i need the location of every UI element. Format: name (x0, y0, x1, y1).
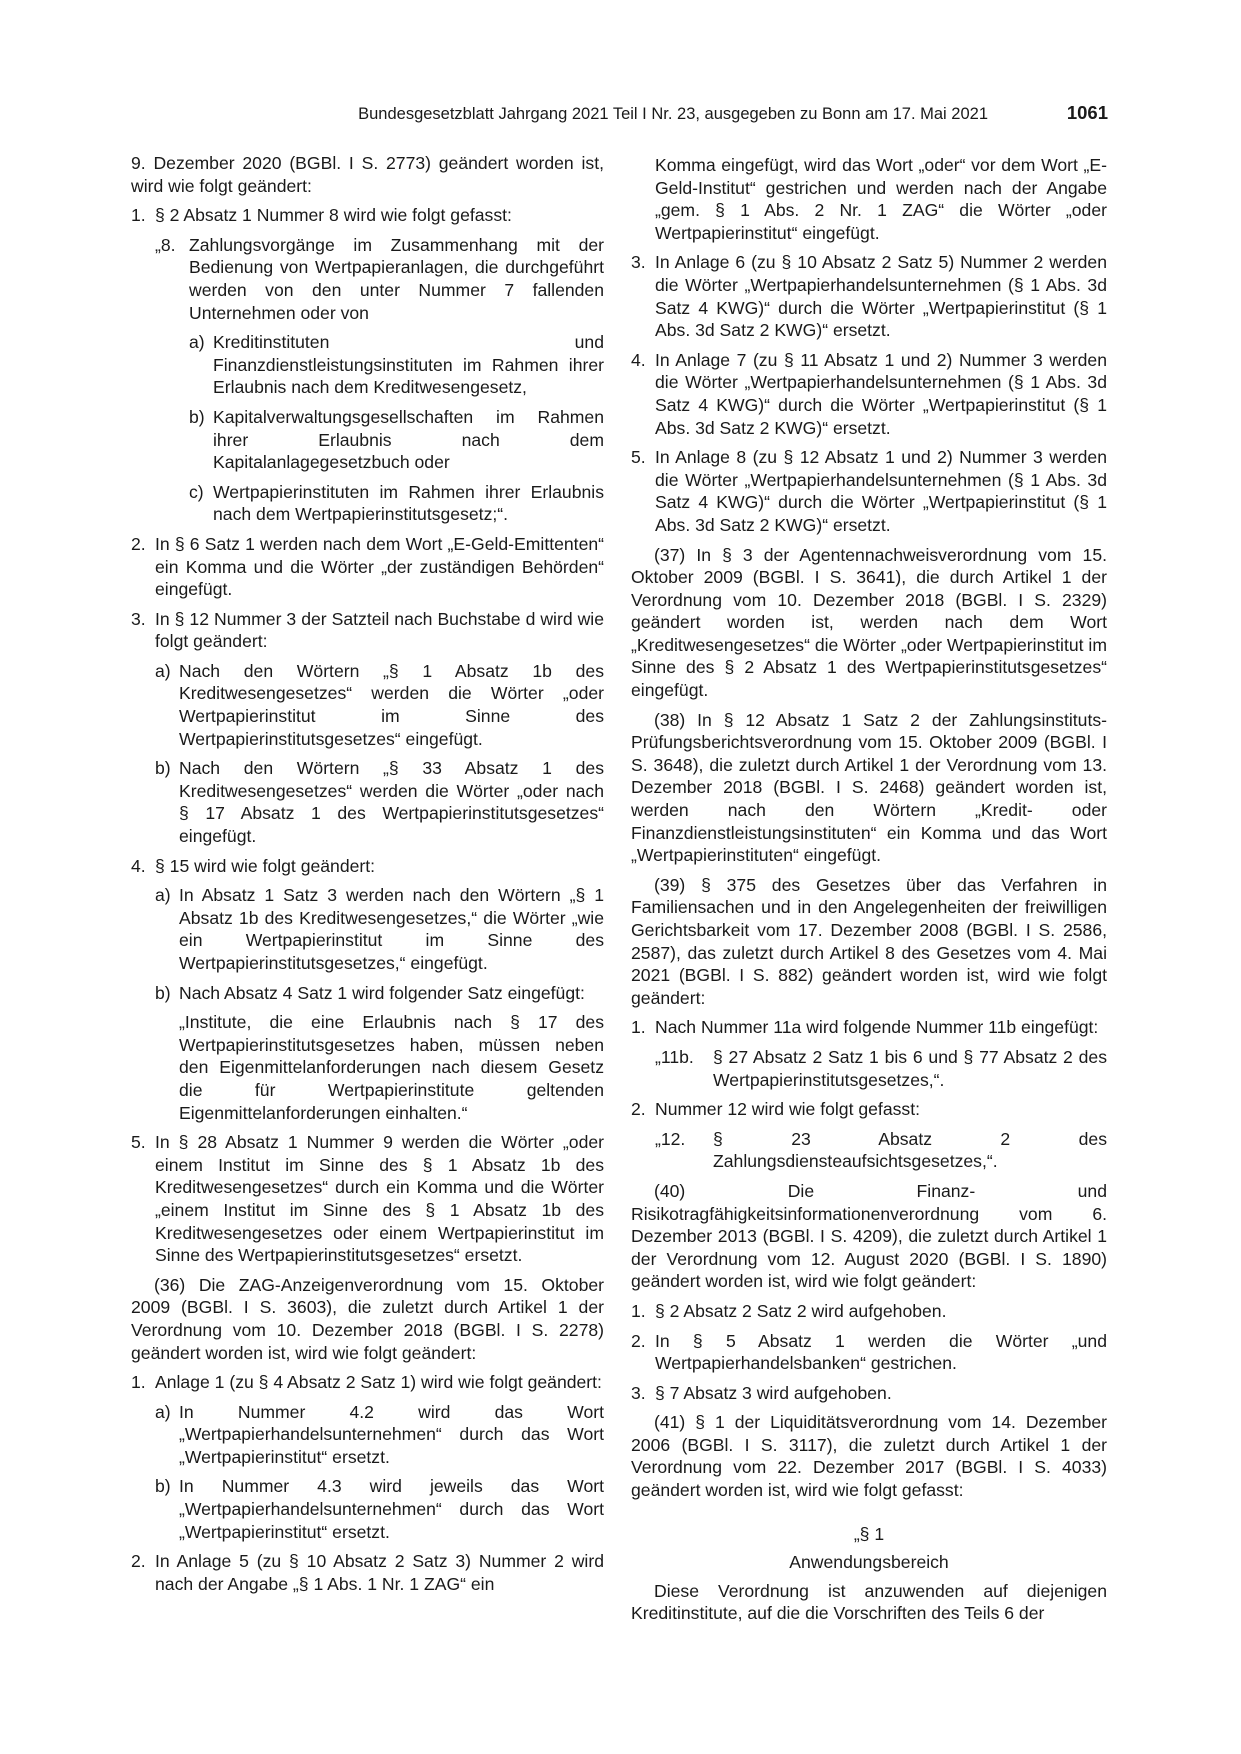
item-text: Anlage 1 (zu § 4 Absatz 2 Satz 1) wird wie folgt geändert: (155, 1372, 602, 1393)
section-text: Diese Verordnung ist anzuwenden auf diejenigen Kreditinstitute, auf die die Vorschriften des Teils 6 der (631, 1580, 1107, 1624)
item-letter: a) (155, 885, 171, 906)
item-text: Kreditinstituten und Finanzdienstleistungsinstituten im Rahmen ihrer Erlaubnis nach dem Kreditwesengesetz, (213, 332, 604, 398)
section-heading: „§ 1 (853, 1523, 885, 1544)
item-number: 3. (631, 1382, 646, 1403)
item-number: „11b. (655, 1046, 694, 1067)
quoted-item (655, 1046, 1107, 1091)
section-title: Anwendungsbereich (789, 1552, 949, 1573)
sub-item (189, 481, 604, 526)
item-text: § 2 Absatz 1 Nummer 8 wird wie folgt gefasst: (155, 205, 512, 226)
page-header (130, 102, 1108, 126)
list-item (131, 608, 604, 653)
item-text: § 23 Absatz 2 des Zahlungsdiensteaufsichtsgesetzes,“. (713, 1128, 1107, 1172)
paragraph-38: (38) In § 12 Absatz 1 Satz 2 der Zahlungsinstituts-Prüfungsberichtsverordnung vom 15. Oktober 2009 (BGBl. I S. 3648), die zuletzt durch Artikel 1 der Verordnung vom 13. Dezember 2018 (BGBl. I S. 2468) geändert worden ist, werden nach den Wörtern „Kredit- oder Finanzdienstleistungsinstituten“ ein Komma und das Wort „Wertpapierinstituten“ eingefügt. (631, 709, 1107, 866)
page-number: 1061 (1066, 102, 1108, 123)
list-item (631, 1300, 1107, 1323)
item-number: 2. (131, 533, 146, 554)
item-text: Nach den Wörtern „§ 33 Absatz 1 des Kreditwesengesetzes“ werden die Wörter „oder nach § 17 Absatz 1 des Wertpapierinstitutsgesetzes“ eingefügt. (179, 758, 604, 847)
item-number: „8. (155, 234, 176, 255)
list-item (631, 1016, 1107, 1039)
item-letter: b) (189, 406, 205, 427)
item-letter: a) (155, 1401, 171, 1422)
item-text: Zahlungsvorgänge im Zusammenhang mit der Bedienung von Wertpapieranlagen, die durchgeführt werden von den unter Nummer 7 fallenden Unternehmen oder von (189, 234, 604, 323)
item-text: Nach Nummer 11a wird folgende Nummer 11b eingefügt: (655, 1017, 1099, 1038)
item-text: In Nummer 4.2 wird das Wort „Wertpapierhandelsunternehmen“ durch das Wort „Wertpapierinstitut“ ersetzt. (179, 1401, 604, 1467)
paragraph-40: (40) Die Finanz- und Risikotragfähigkeitsinformationenverordnung vom 6. Dezember 2013 (BGBl. I S. 4209), die zuletzt durch Artikel 1 der Verordnung vom 12. August 2020 (BGBl. I S. 1890) geändert worden ist, wird wie folgt geändert: (631, 1180, 1107, 1292)
item-number: 3. (631, 252, 646, 273)
item-text: Nach Absatz 4 Satz 1 wird folgender Satz eingefügt: (179, 982, 585, 1003)
item-text: In Anlage 6 (zu § 10 Absatz 2 Satz 5) Nummer 2 werden die Wörter „Wertpapierhandelsunternehmen (§ 1 Abs. 3d Satz 4 KWG)“ durch die Wörter „Wertpapierinstitut (§ 1 Abs. 3d Satz 2 KWG)“ ersetzt. (655, 252, 1107, 341)
item-number: 1. (631, 1017, 646, 1038)
item-number: 2. (131, 1551, 146, 1572)
item-number: 1. (131, 205, 146, 226)
item-number: 3. (131, 608, 146, 629)
item-text: In Nummer 4.3 wird jeweils das Wort „Wertpapierhandelsunternehmen“ durch das Wort „Wertpapierinstitut“ ersetzt. (179, 1476, 604, 1542)
item-letter: c) (189, 481, 204, 502)
quoted-item (155, 234, 604, 324)
item-number: 5. (631, 447, 646, 468)
item-text: § 7 Absatz 3 wird aufgehoben. (655, 1382, 892, 1403)
list-item (631, 251, 1107, 341)
paragraph-37: (37) In § 3 der Agentennachweisverordnung vom 15. Oktober 2009 (BGBl. I S. 3641), die durch Artikel 1 der Verordnung vom 10. Dezember 2018 (BGBl. I S. 2329) geändert worden ist, werden nach dem Wort „Kreditwesengesetzes“ die Wörter „oder Wertpapierinstitut im Sinne des § 2 Absatz 1 des Wertpapierinstitutsgesetzes“ eingefügt. (631, 544, 1107, 701)
list-item (131, 1550, 604, 1595)
paragraph-39: (39) § 375 des Gesetzes über das Verfahren in Familiensachen und in den Angelegenheiten der freiwilligen Gerichtsbarkeit vom 17. Dezember 2008 (BGBl. I S. 2586, 2587), das zuletzt durch Artikel 8 des Gesetzes vom 4. Mai 2021 (BGBl. I S. 882) geändert worden ist, wird wie folgt geändert: (631, 874, 1107, 1008)
item-text: In Absatz 1 Satz 3 werden nach den Wörtern „§ 1 Absatz 1b des Kreditwesengesetzes,“ die Wörter „wie ein Wertpapierinstitut im Sinne des Wertpapierinstitutsgesetzes,“ eingefügt. (179, 885, 604, 973)
item-number: 1. (631, 1300, 646, 1321)
item-text: In § 28 Absatz 1 Nummer 9 werden die Wörter „oder einem Institut im Sinne des § 1 Absatz 1b des Kreditwesengesetzes“ durch ein Komma und die Wörter „einem Institut im Sinne des § 1 Absatz 1b des Kreditwesengesetzes oder einem Wertpapierinstitut im Sinne des Wertpapierinstitutsgesetzes“ ersetzt. (155, 1132, 604, 1266)
item-text: In § 12 Nummer 3 der Satzteil nach Buchstabe d wird wie folgt geändert: (155, 608, 604, 652)
item-letter: b) (155, 982, 171, 1003)
list-item (631, 446, 1107, 536)
quoted-text: „Institute, die eine Erlaubnis nach § 17 des Wertpapierinstitutsgesetzes haben, müssen neben den Eigenmittelanforderungen nach diesem Gesetz die für Wertpapierinstitute geltenden Eigenmittelanforderungen einhalten.“ (179, 1012, 604, 1123)
item-text: In § 6 Satz 1 werden nach dem Wort „E-Geld-Emittenten“ ein Komma und die Wörter „der zuständigen Behörden“ eingefügt. (155, 533, 604, 600)
item-text: § 15 wird wie folgt geändert: (155, 855, 376, 876)
item-text: § 2 Absatz 2 Satz 2 wird aufgehoben. (655, 1300, 947, 1321)
item-letter: b) (155, 758, 171, 779)
sub-item (189, 406, 604, 474)
list-item (631, 1330, 1107, 1375)
item-number: 2. (631, 1099, 646, 1120)
continued-text: Komma eingefügt, wird das Wort „oder“ vor dem Wort „E-Geld-Institut“ gestrichen und werden nach der Angabe „gem. § 1 Abs. 2 Nr. 1 ZAG“ die Wörter „oder Wertpapierinstitut“ eingefügt. (655, 155, 1107, 243)
list-item (631, 1098, 1107, 1121)
sub-item (155, 982, 604, 1005)
paragraph: 9. Dezember 2020 (BGBl. I S. 2773) geändert worden ist, wird wie folgt geändert: (131, 153, 604, 196)
quoted-item (655, 1128, 1107, 1173)
sub-item (155, 1401, 604, 1469)
item-number: 4. (131, 855, 146, 876)
item-number: 4. (631, 349, 646, 370)
sub-item (155, 884, 604, 974)
item-letter: b) (155, 1476, 171, 1497)
item-text: Nach den Wörtern „§ 1 Absatz 1b des Kreditwesengesetzes“ werden die Wörter „oder Wertpapierinstitut im Sinne des Wertpapierinstitutsgesetzes“ eingefügt. (179, 660, 604, 749)
item-text: In Anlage 8 (zu § 12 Absatz 1 und 2) Nummer 3 werden die Wörter „Wertpapierhandelsunternehmen (§ 1 Abs. 3d Satz 4 KWG)“ durch die Wörter „Wertpapierinstitut (§ 1 Abs. 3d Satz 2 KWG)“ ersetzt. (655, 447, 1107, 535)
list-item (631, 349, 1107, 439)
left-column (131, 152, 604, 1602)
item-text: § 27 Absatz 2 Satz 1 bis 6 und § 77 Absatz 2 des Wertpapierinstitutsgesetzes,“. (713, 1046, 1107, 1090)
list-item (131, 1371, 604, 1394)
item-letter: a) (189, 332, 205, 353)
item-number: 2. (631, 1330, 646, 1351)
item-letter: a) (155, 660, 171, 681)
list-item (131, 533, 604, 601)
sub-item (155, 757, 604, 847)
item-text: In Anlage 5 (zu § 10 Absatz 2 Satz 3) Nummer 2 wird nach der Angabe „§ 1 Abs. 1 Nr. 1 ZAG“ ein (155, 1551, 604, 1594)
item-text: In Anlage 7 (zu § 11 Absatz 1 und 2) Nummer 3 werden die Wörter „Wertpapierhandelsunternehmen (§ 1 Abs. 3d Satz 4 KWG)“ durch die Wörter „Wertpapierinstitut (§ 1 Abs. 3d Satz 2 KWG)“ ersetzt. (655, 349, 1107, 438)
sub-item (155, 1475, 604, 1543)
sub-item (155, 660, 604, 750)
sub-item (189, 331, 604, 399)
item-text: In § 5 Absatz 1 werden die Wörter „und Wertpapierhandelsbanken“ gestrichen. (655, 1330, 1107, 1374)
item-number: 5. (131, 1132, 146, 1153)
item-text: Nummer 12 wird wie folgt gefasst: (655, 1099, 920, 1120)
list-item (631, 1382, 1107, 1405)
right-column (631, 154, 1107, 1632)
paragraph-36: (36) Die ZAG-Anzeigenverordnung vom 15. Oktober 2009 (BGBl. I S. 3603), die zuletzt durch Artikel 1 der Verordnung vom 10. Dezember 2018 (BGBl. I S. 2278) geändert worden ist, wird wie folgt geändert: (131, 1274, 604, 1363)
list-item (131, 855, 604, 878)
item-number: „12. (655, 1128, 686, 1149)
item-text: Wertpapierinstituten im Rahmen ihrer Erlaubnis nach dem Wertpapierinstitutsgesetz;“. (213, 481, 604, 525)
list-item (131, 204, 604, 227)
spacer (631, 1509, 1107, 1523)
item-text: Kapitalverwaltungsgesellschaften im Rahmen ihrer Erlaubnis nach dem Kapitalanlagegesetzbuch oder (213, 406, 604, 473)
running-title: Bundesgesetzblatt Jahrgang 2021 Teil I Nr. 23, ausgegeben zu Bonn am 17. Mai 2021 (358, 105, 988, 123)
paragraph-41: (41) § 1 der Liquiditätsverordnung vom 14. Dezember 2006 (BGBl. I S. 3117), die zuletzt durch Artikel 1 der Verordnung vom 22. Dezember 2017 (BGBl. I S. 4033) geändert worden ist, wird wie folgt gefasst: (631, 1412, 1107, 1501)
item-number: 1. (131, 1372, 146, 1393)
list-item (131, 1131, 604, 1267)
